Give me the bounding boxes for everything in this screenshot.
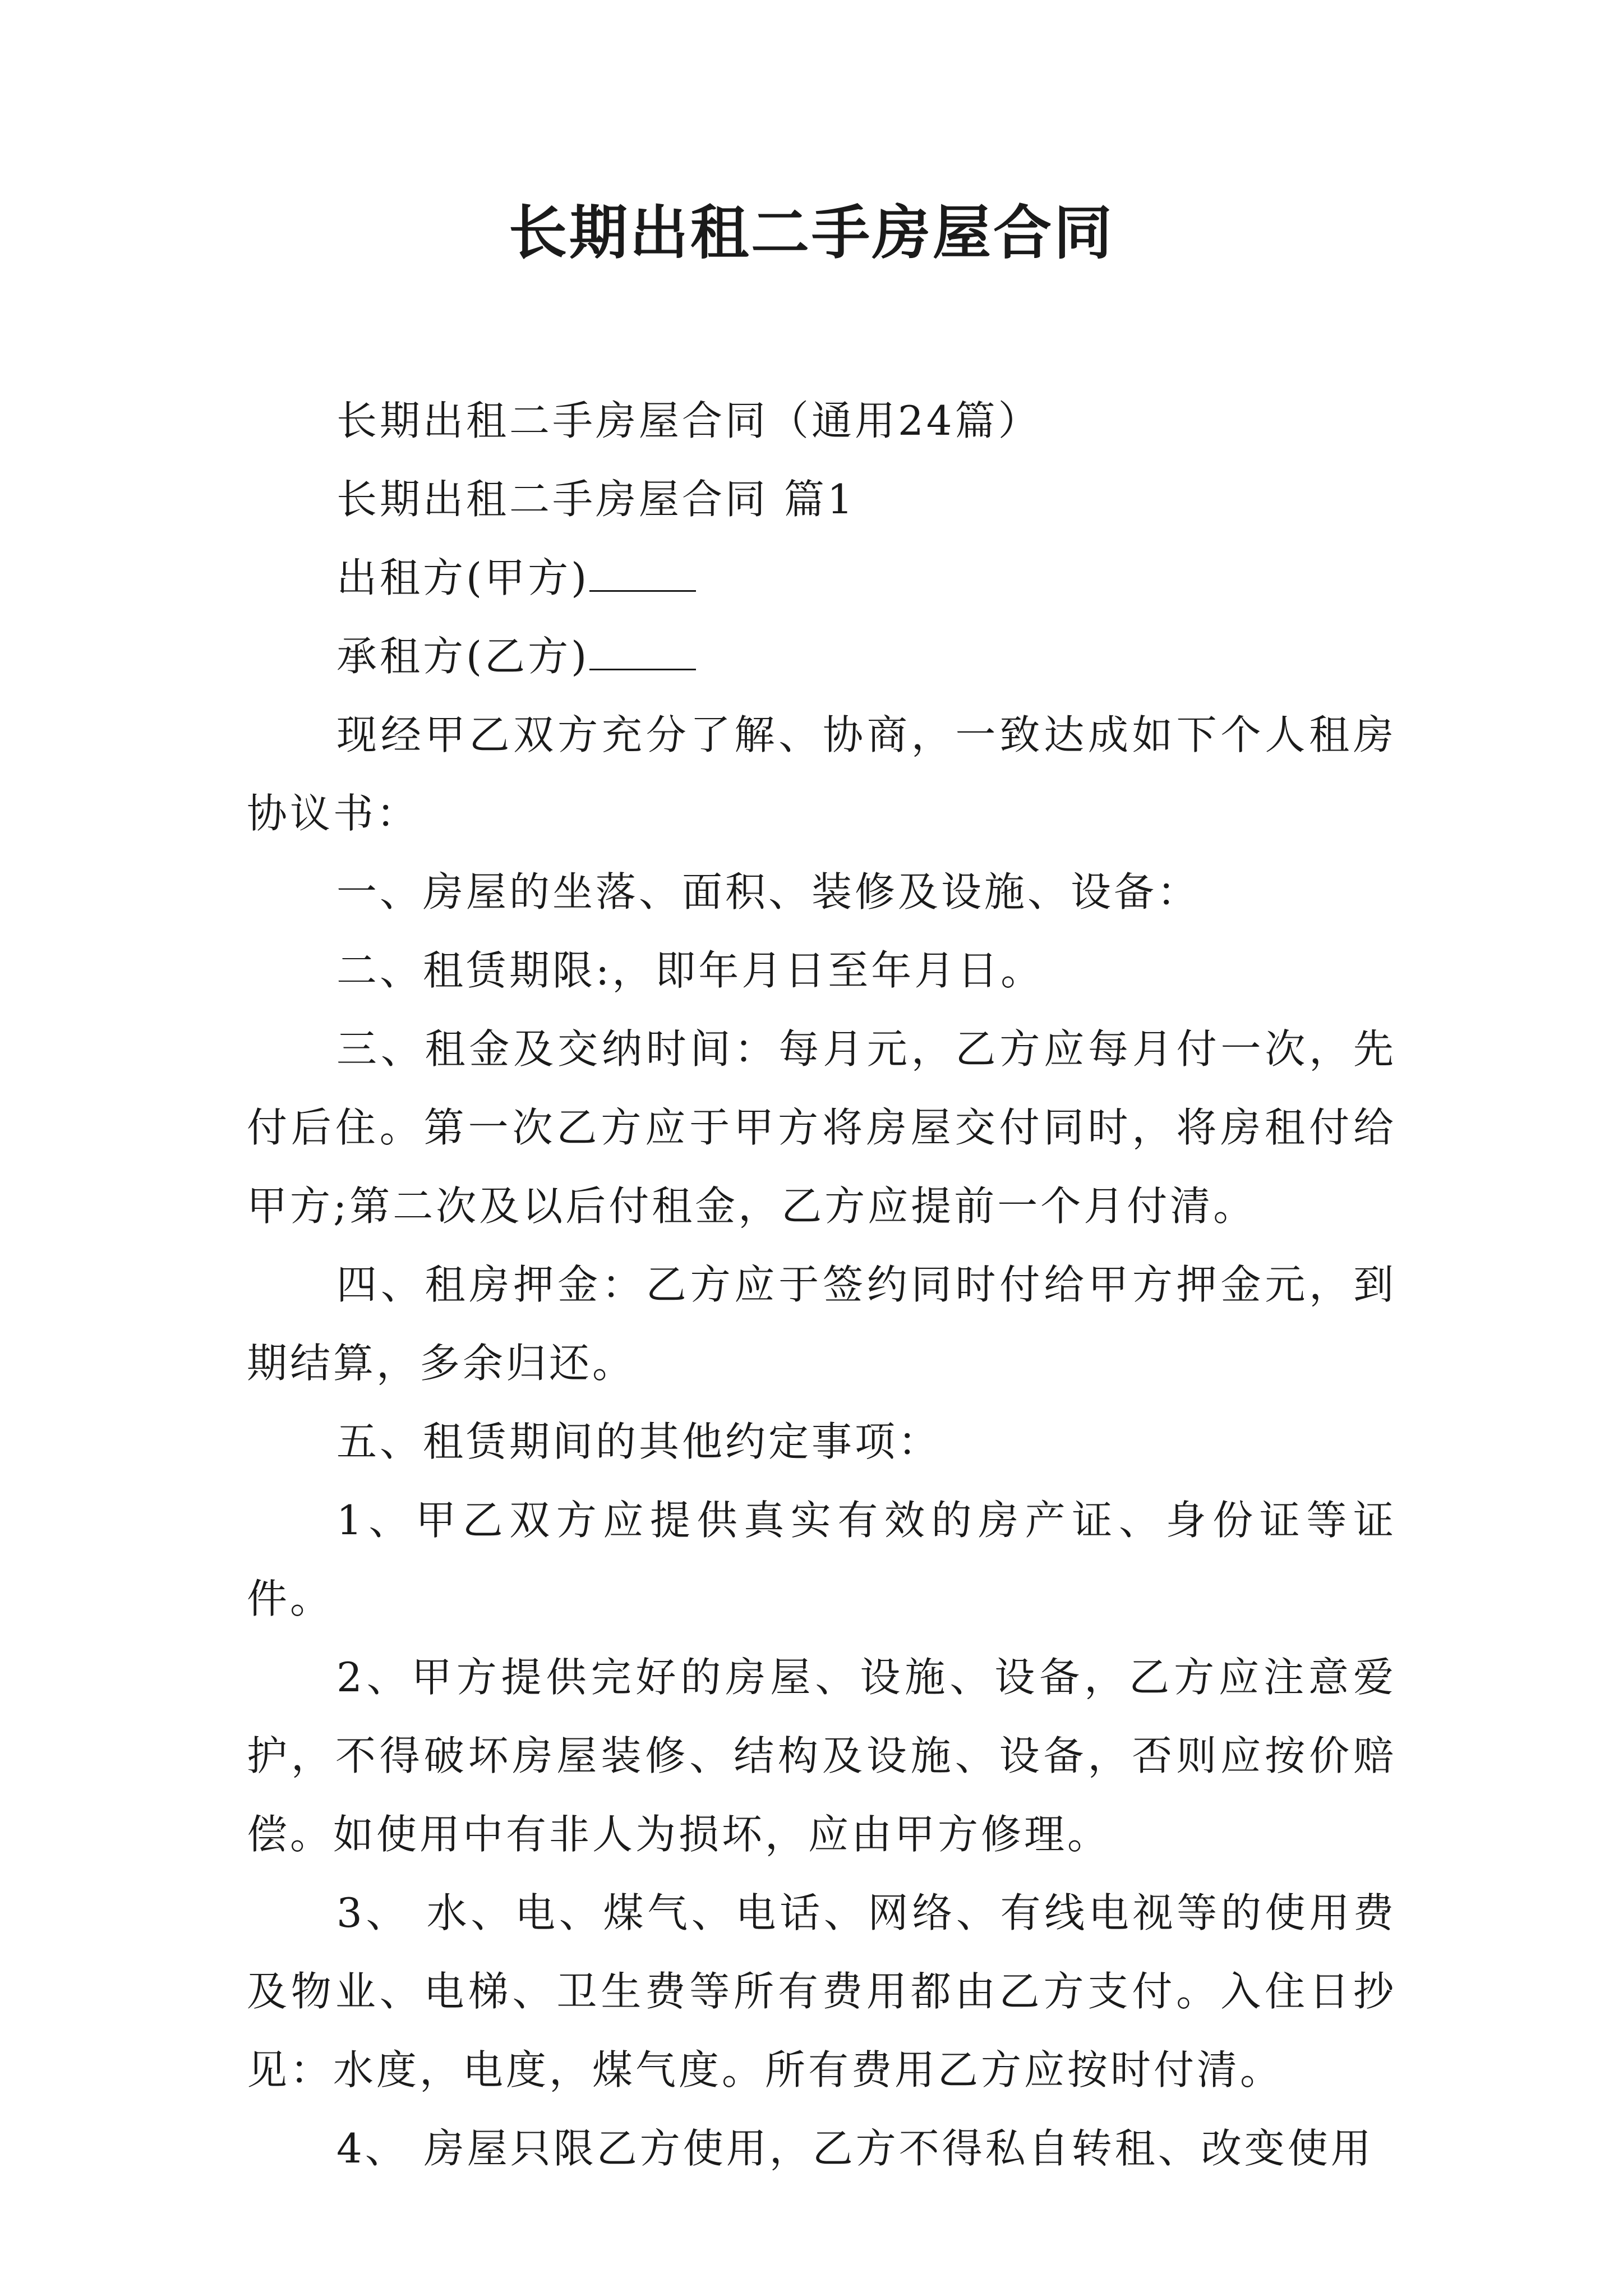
document-body <box>247 381 1396 2188</box>
paragraph-subtitle: 长期出租二手房屋合同（通用24篇） <box>336 397 1041 444</box>
paragraph-clause-1: 一、房屋的坐落、面积、装修及设施、设备： <box>336 868 1201 915</box>
paragraph-lessor <box>247 539 1396 617</box>
paragraph-lessee <box>247 617 1396 696</box>
paragraph-clause-3: 三、租金及交纳时间：每月元，乙方应每月付一次，先付后住。第一次乙方应于甲方将房屋交付同时，将房租付给甲方;第二次及以后付租金，乙方应提前一个月付清。 <box>247 1025 1396 1230</box>
lessee-label: 承租方(乙方) <box>336 633 590 680</box>
paragraph-item-3: 3、 水、电、煤气、电话、网络、有线电视等的使用费及物业、电梯、卫生费等所有费用都由乙方支付。入住日抄见：水度，电度，煤气度。所有费用乙方应按时付清。 <box>247 1889 1396 2093</box>
lessee-blank-line <box>589 629 696 670</box>
paragraph-item-4: 4、 房屋只限乙方使用，乙方不得私自转租、改变使用 <box>336 2125 1374 2172</box>
paragraph-item-2: 2、甲方提供完好的房屋、设施、设备，乙方应注意爱护，不得破坏房屋装修、结构及设施、设备，否则应按价赔偿。如使用中有非人为损坏，应由甲方修理。 <box>247 1654 1396 1858</box>
lessor-blank-line <box>589 551 696 592</box>
paragraph-section-heading: 长期出租二手房屋合同 篇1 <box>336 476 856 523</box>
paragraph-item-1: 1、甲乙双方应提供真实有效的房产证、身份证等证件。 <box>247 1497 1396 1622</box>
paragraph-intro: 现经甲乙双方充分了解、协商，一致达成如下个人租房协议书： <box>247 711 1396 837</box>
lessor-label: 出租方(甲方) <box>336 554 590 601</box>
paragraph-clause-2: 二、租赁期限:，即年月日至年月日。 <box>336 947 1044 994</box>
paragraph-clause-4: 四、租房押金：乙方应于签约同时付给甲方押金元，到期结算，多余归还。 <box>247 1261 1396 1387</box>
document-title: 长期出租二手房屋合同 <box>508 198 1114 267</box>
paragraph-clause-5: 五、租赁期间的其他约定事项： <box>336 1418 942 1465</box>
